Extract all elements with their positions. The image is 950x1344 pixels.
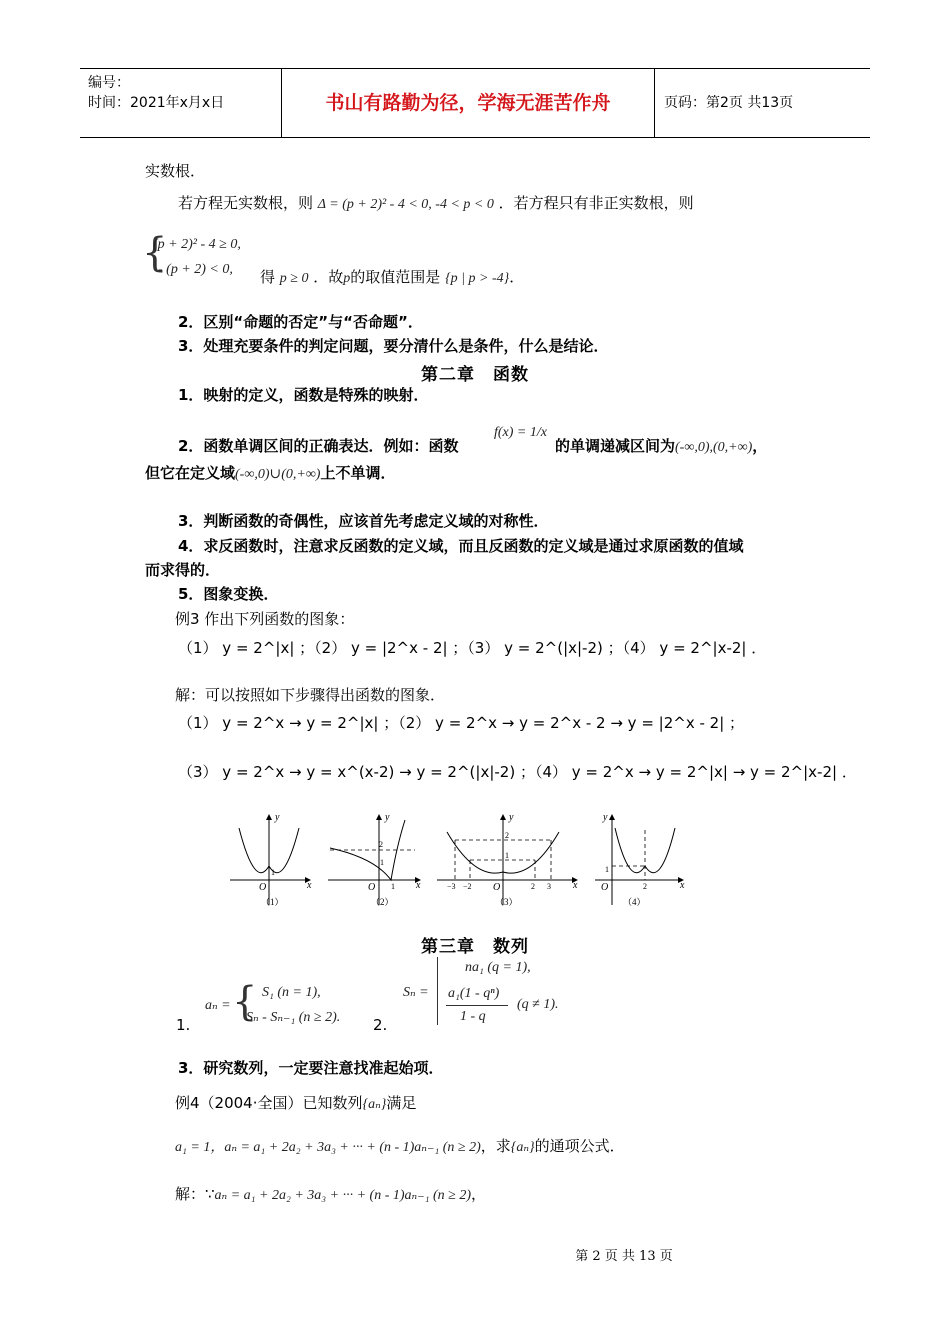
tick-label: 1 — [505, 851, 509, 860]
brace-line — [437, 957, 438, 1025]
math-expression: S₁ (n = 1), — [262, 985, 321, 1000]
math-expression: Sₙ = — [403, 985, 429, 1000]
chapter-title: 第三章 数列 — [421, 937, 529, 957]
graph-caption: （3） — [495, 897, 518, 907]
axis-y-label: y — [509, 812, 514, 823]
text: 例4（2004·全国）已知数列 — [175, 1094, 363, 1112]
origin-label: O — [601, 882, 609, 893]
axis-x-label: x — [573, 880, 578, 891]
list-item: 5．图象变换． — [178, 585, 279, 603]
tick-label: 1 — [380, 858, 384, 867]
text-line — [175, 1183, 486, 1207]
list-item: 3．研究数列，一定要注意找准起始项． — [178, 1059, 444, 1077]
tick-label: −3 — [447, 882, 456, 891]
function-graphs — [225, 810, 695, 915]
text: ， — [470, 1185, 486, 1203]
chapter-title: 第二章 函数 — [421, 365, 529, 385]
math-expression: (p + 2)² - 4 ≥ 0, — [153, 237, 241, 252]
text: 的通项公式． — [534, 1137, 625, 1155]
list-item: 3．判断函数的奇偶性，应该首先考虑定义域的对称性． — [178, 512, 549, 530]
math-line: （3） y = 2^x → y = x^(x-2) → y = 2^(|x|-2) ；（4） y = 2^x → y = 2^|x| → y = 2^|x-2| ． — [178, 763, 857, 781]
graph-caption: （1） — [261, 897, 284, 907]
text: 上不单调． — [320, 464, 396, 482]
math-expression: aₙ = — [205, 998, 231, 1013]
tick-label: 2 — [531, 882, 535, 891]
list-item: 2．区别“命题的否定”与“否命题”． — [178, 313, 423, 331]
text: ，求 — [480, 1137, 511, 1155]
axis-x-label: x — [307, 880, 312, 891]
math-expression: f(x) = 1/x — [494, 425, 547, 440]
left-brace-icon: { — [232, 979, 258, 1025]
fraction-bar — [446, 1005, 508, 1006]
text: 若方程无实数根，则 — [178, 194, 314, 212]
math-expression: na₁ (q = 1), — [465, 960, 531, 975]
header-divider — [654, 69, 655, 137]
text: ．故 — [313, 268, 344, 286]
text-line: 实数根． — [145, 162, 206, 180]
text: ， — [752, 437, 768, 455]
math-expression: - (p + 2) < 0, — [158, 262, 233, 277]
math-expression: (q ≠ 1). — [517, 997, 559, 1012]
header-meta — [88, 73, 278, 141]
axis-y-label: y — [385, 812, 390, 823]
graph-1 — [230, 812, 312, 907]
page-footer: 第 2 页 共 13 页 — [575, 1249, 673, 1264]
math-expression: p ≥ 0 — [279, 271, 309, 286]
text-line — [555, 435, 767, 459]
graph-caption: （4） — [623, 897, 646, 907]
curve — [615, 828, 675, 873]
text: 2．函数单调区间的正确表达．例如：函数 — [178, 437, 459, 455]
axis-y-label: y — [275, 812, 280, 823]
text: ． — [509, 268, 525, 286]
text: 得 — [260, 268, 276, 286]
text-line — [175, 1135, 625, 1159]
graph-3 — [437, 812, 578, 907]
text-line — [145, 462, 395, 486]
graph-4 — [595, 812, 685, 907]
axis-y-label: y — [603, 812, 608, 823]
tick-label: 2 — [379, 840, 383, 849]
tick-label: 2 — [505, 831, 509, 840]
axis-x-label: x — [680, 880, 685, 891]
serial-label: 编号： — [88, 75, 130, 91]
page-header — [80, 68, 870, 138]
math-expression: Sₙ - Sₙ₋₁ (n ≥ 2). — [246, 1010, 341, 1025]
tick-label: 1 — [605, 865, 609, 874]
tick-label: 1 — [271, 868, 275, 877]
list-item: 4．求反函数时，注意求反函数的定义域，而且反函数的定义域是通过求原函数的值域 — [178, 537, 744, 555]
list-item: 1．映射的定义，函数是特殊的映射． — [178, 386, 429, 404]
math-expression: a₁ = 1，aₙ = a₁ + 2a₂ + 3a₃ + ··· + (n - 1)aₙ₋₁ (n ≥ 2) — [175, 1140, 481, 1155]
tick-label: 2 — [643, 882, 647, 891]
text: 但它在定义域 — [145, 464, 236, 482]
math-expression: aₙ = a₁ + 2a₂ + 3a₃ + ··· + (n - 1)aₙ₋₁ (n ≥ 2) — [214, 1188, 471, 1203]
tick-label: −2 — [463, 882, 472, 891]
math-expression: p — [343, 271, 351, 286]
header-slogan: 书山有路勤为径，学海无涯苦作舟 — [325, 92, 611, 114]
math-expression: 1 - q — [460, 1009, 486, 1024]
list-number: 1. — [176, 1016, 191, 1034]
text: ．若方程只有非正实数根，则 — [498, 194, 694, 212]
math-expression: (-∞,0),(0,+∞) — [675, 440, 753, 455]
text-line: 解：可以按照如下步骤得出函数的图象． — [175, 686, 446, 704]
math-line: （1） y = 2^x → y = 2^|x| ；（2） y = 2^x → y = 2^x - 2 → y = |2^x - 2| ； — [178, 714, 745, 732]
header-page-label: 页码：第2页 共13页 — [664, 95, 794, 111]
math-expression: (-∞,0)∪(0,+∞) — [235, 467, 321, 482]
origin-label: O — [259, 882, 267, 893]
math-line: （1） y = 2^|x| ；（2） y = |2^x - 2| ；（3） y = 2^(|x|-2) ；（4） y = 2^|x-2| ． — [178, 639, 767, 657]
text: 解：∵ — [175, 1185, 215, 1203]
example-title: 例3 作出下列函数的图象： — [175, 610, 355, 628]
list-number: 2. — [373, 1016, 388, 1034]
text-line — [260, 266, 524, 290]
math-expression: {aₙ} — [362, 1097, 387, 1112]
math-expression: a₁(1 - qⁿ) — [448, 986, 500, 1001]
text-line — [178, 192, 694, 216]
graph-2 — [328, 812, 421, 907]
tick-label: 1 — [391, 882, 395, 891]
math-expression: {p | p > -4} — [445, 271, 510, 286]
origin-label: O — [368, 882, 376, 893]
list-item: 3．处理充要条件的判定问题，要分清什么是条件，什么是结论． — [178, 337, 609, 355]
example-title — [175, 1092, 416, 1116]
axis-x-label: x — [416, 880, 421, 891]
tick-label: 3 — [547, 882, 551, 891]
left-brace-icon: { — [142, 230, 168, 276]
time-label: 时间：2021年x月x日 — [88, 95, 225, 111]
math-expression: {aₙ} — [510, 1140, 535, 1155]
text: 的取值范围是 — [350, 268, 441, 286]
text: 的单调递减区间为 — [555, 437, 676, 455]
text: 满足 — [386, 1094, 417, 1112]
math-expression: Δ = (p + 2)² - 4 < 0, -4 < p < 0 — [317, 197, 494, 212]
list-item — [178, 435, 458, 457]
text-line: 而求得的． — [145, 561, 221, 579]
origin-label: O — [493, 882, 501, 893]
graph-caption: （2） — [371, 897, 394, 907]
